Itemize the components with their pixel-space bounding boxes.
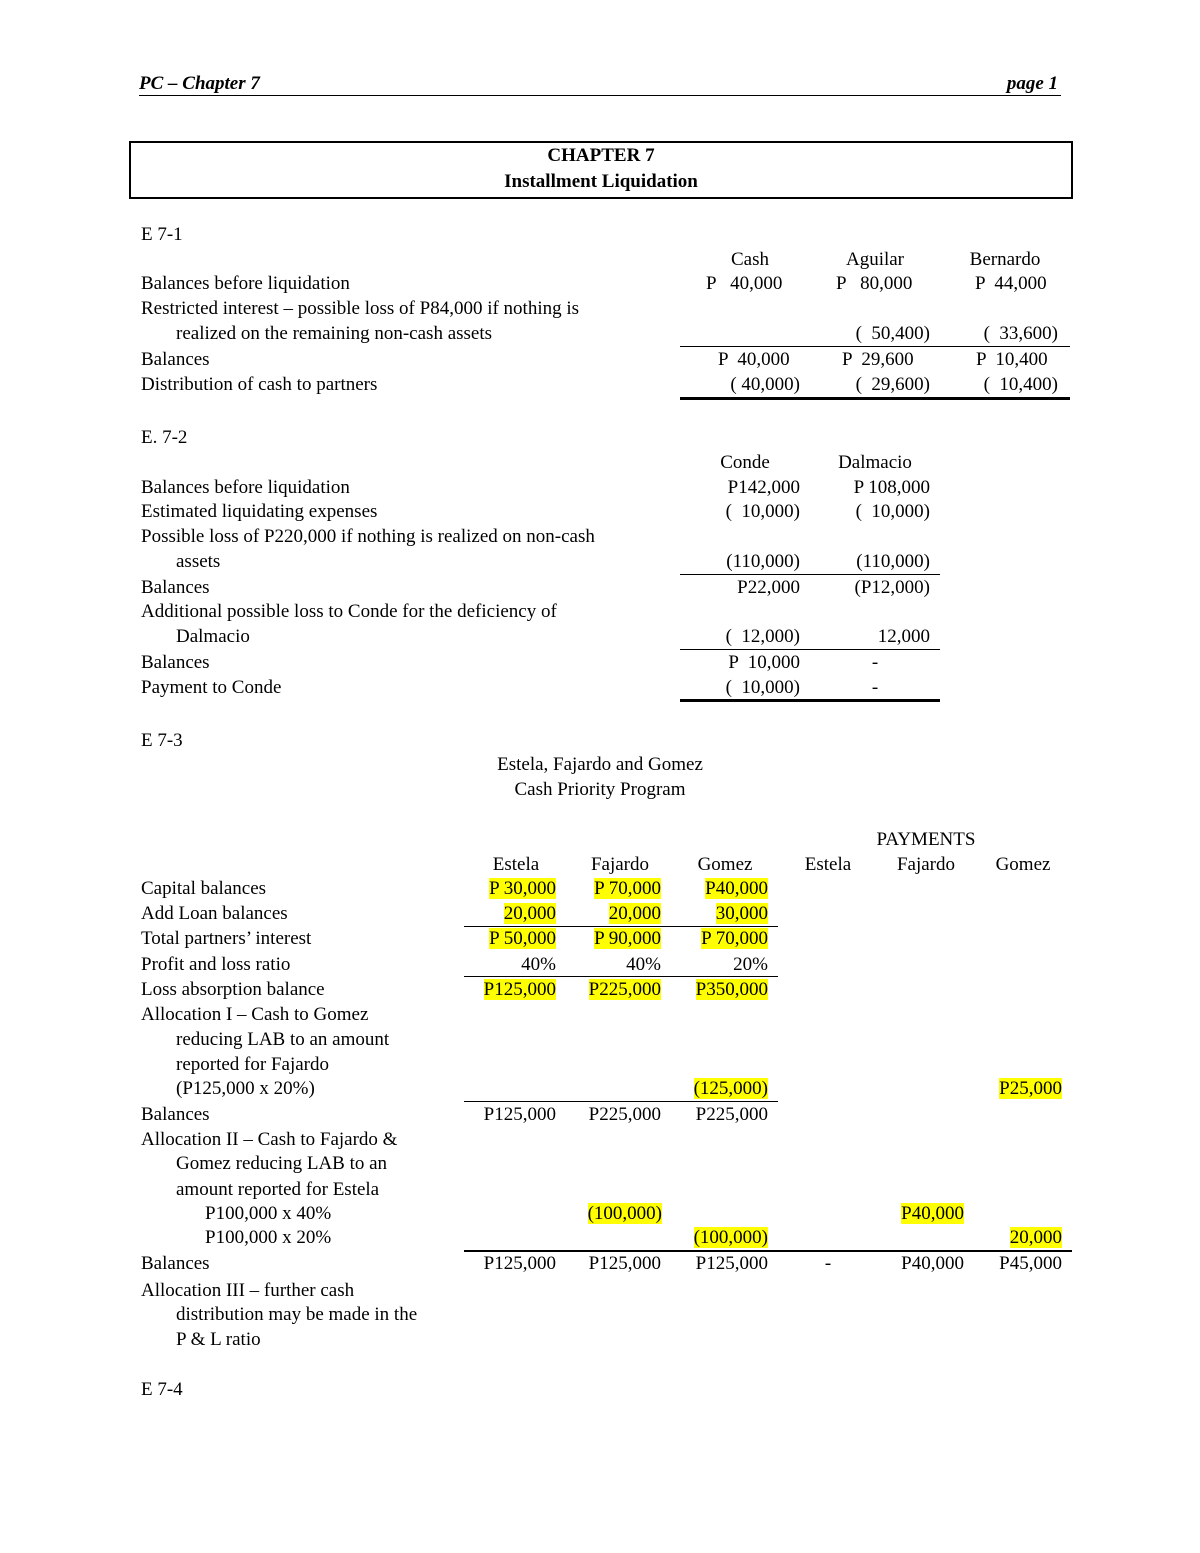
e73-row-label: Allocation II – Cash to Fajardo & xyxy=(141,1129,398,1150)
e72-cell: P 10,000 xyxy=(728,652,800,673)
e73-row-label: Gomez reducing LAB to an xyxy=(176,1153,388,1174)
e72-col-dalmacio: Dalmacio xyxy=(838,452,912,473)
chapter-number: CHAPTER 7 xyxy=(547,145,655,166)
e73-cell-highlighted: P 70,000 xyxy=(701,928,768,949)
e71-col-bernardo: Bernardo xyxy=(969,249,1041,270)
e73-cell: P225,000 xyxy=(695,1104,768,1125)
e72-cell: ( 10,000) xyxy=(855,501,930,522)
e72-subtotal-rule xyxy=(680,574,940,575)
e73-cell-highlighted: P350,000 xyxy=(695,979,768,1000)
e71-col-aguilar: Aguilar xyxy=(845,249,905,270)
e73-cell: P45,000 xyxy=(999,1253,1062,1274)
e71-cell: ( 33,600) xyxy=(983,323,1058,344)
e72-row-label: Estimated liquidating expenses xyxy=(141,501,378,522)
e71-row-label: Balances before liquidation xyxy=(141,273,350,294)
e73-cell: P40,000 xyxy=(901,1253,964,1274)
e72-row-label: Additional possible loss to Conde for the deficiency of xyxy=(141,601,557,622)
e71-row-label: Distribution of cash to partners xyxy=(141,374,378,395)
e72-row-label: Balances xyxy=(141,652,210,673)
e73-cell: P125,000 xyxy=(695,1253,768,1274)
e71-cell: P 80,000 xyxy=(836,273,913,294)
e72-cell: ( 10,000) xyxy=(725,501,800,522)
e73-col-pay-estela: Estela xyxy=(804,854,852,875)
e73-cell-highlighted: P125,000 xyxy=(483,979,556,1000)
e73-row-label: P100,000 x 20% xyxy=(205,1227,332,1248)
e73-row-label: P & L ratio xyxy=(176,1329,261,1350)
e73-cell-highlighted: P 70,000 xyxy=(594,878,661,899)
e73-col-estela: Estela xyxy=(492,854,540,875)
e73-row-label: Allocation I – Cash to Gomez xyxy=(141,1004,369,1025)
e73-cell-highlighted: 20,000 xyxy=(608,903,661,924)
e71-cell: P 44,000 xyxy=(975,273,1047,294)
e73-subtotal-rule xyxy=(464,1101,778,1102)
header-rule xyxy=(139,95,1061,96)
e72-cell: (110,000) xyxy=(856,551,930,572)
e71-subtotal-rule xyxy=(680,346,1070,347)
e73-cell-highlighted: P40,000 xyxy=(705,878,768,899)
e72-cell: - xyxy=(871,652,879,673)
e73-col-pay-fajardo: Fajardo xyxy=(896,854,956,875)
e71-label: E 7-1 xyxy=(141,224,183,245)
e72-cell: P 108,000 xyxy=(853,477,930,498)
e73-col-gomez: Gomez xyxy=(697,854,753,875)
e72-row-label: assets xyxy=(176,551,221,572)
e73-program: Cash Priority Program xyxy=(514,779,686,800)
e71-row-label: Restricted interest – possible loss of P84,000 if nothing is xyxy=(141,298,580,319)
e73-cell: - xyxy=(824,1253,832,1274)
e73-row-label: (P125,000 x 20%) xyxy=(176,1078,315,1099)
e73-cell: 20% xyxy=(733,954,768,975)
e72-cell: P142,000 xyxy=(727,477,800,498)
e73-company: Estela, Fajardo and Gomez xyxy=(497,754,703,775)
e72-cell: 12,000 xyxy=(877,626,930,647)
e73-cell-highlighted: (125,000) xyxy=(693,1078,768,1099)
e71-col-cash: Cash xyxy=(731,249,769,270)
e73-col-fajardo: Fajardo xyxy=(590,854,650,875)
e71-cell: ( 50,400) xyxy=(855,323,930,344)
e73-row-label: Capital balances xyxy=(141,878,267,899)
e71-cell: P 10,400 xyxy=(976,349,1048,370)
e72-subtotal-rule xyxy=(680,649,940,650)
e74-label: E 7-4 xyxy=(141,1379,183,1400)
e73-subtotal-rule xyxy=(464,976,778,977)
e73-cell-highlighted: P225,000 xyxy=(588,979,661,1000)
e73-row-label: Total partners’ interest xyxy=(141,928,312,949)
e71-cell: ( 10,400) xyxy=(983,374,1058,395)
e71-row-label: realized on the remaining non-cash assets xyxy=(176,323,493,344)
e72-cell: (110,000) xyxy=(726,551,800,572)
e73-row-label: Balances xyxy=(141,1104,210,1125)
e72-row-label: Balances xyxy=(141,577,210,598)
e73-cell: P225,000 xyxy=(588,1104,661,1125)
e73-row-label: Profit and loss ratio xyxy=(141,954,291,975)
e71-total-rule xyxy=(680,397,1070,400)
e71-cell: ( 40,000) xyxy=(730,374,800,395)
e73-cell-highlighted: (100,000) xyxy=(693,1227,768,1248)
e72-cell: - xyxy=(871,677,879,698)
chapter-title-box xyxy=(129,141,1073,199)
e71-cell: ( 29,600) xyxy=(855,374,930,395)
e73-cell-highlighted: (100,000) xyxy=(587,1203,662,1224)
e73-row-label: Allocation III – further cash xyxy=(141,1280,355,1301)
e71-cell: P 40,000 xyxy=(706,273,783,294)
e73-cell: 40% xyxy=(626,954,661,975)
header-left: PC – Chapter 7 xyxy=(139,73,260,94)
e73-cell-highlighted: P40,000 xyxy=(901,1203,964,1224)
e72-cell: P22,000 xyxy=(737,577,800,598)
e73-cell-highlighted: 20,000 xyxy=(1009,1227,1062,1248)
e73-cell-highlighted: 30,000 xyxy=(715,903,768,924)
e73-cell-highlighted: P 50,000 xyxy=(489,928,556,949)
e73-cell-highlighted: P25,000 xyxy=(999,1078,1062,1099)
e73-label: E 7-3 xyxy=(141,730,183,751)
e73-row-label: Loss absorption balance xyxy=(141,979,325,1000)
e72-col-conde: Conde xyxy=(720,452,770,473)
e72-row-label: Possible loss of P220,000 if nothing is realized on non-cash xyxy=(141,526,595,547)
header-right: page 1 xyxy=(1006,73,1058,94)
e73-row-label: reducing LAB to an amount xyxy=(176,1029,390,1050)
e73-row-label: P100,000 x 40% xyxy=(205,1203,332,1224)
chapter-subtitle: Installment Liquidation xyxy=(504,171,698,192)
e72-row-label: Payment to Conde xyxy=(141,677,282,698)
e73-row-label: reported for Fajardo xyxy=(176,1054,329,1075)
e73-cell: P125,000 xyxy=(483,1253,556,1274)
e72-row-label: Dalmacio xyxy=(176,626,250,647)
e73-row-label: distribution may be made in the xyxy=(176,1304,418,1325)
e72-label: E. 7-2 xyxy=(141,427,188,448)
e73-col-pay-gomez: Gomez xyxy=(995,854,1051,875)
e72-cell: ( 12,000) xyxy=(725,626,800,647)
e72-cell: (P12,000) xyxy=(854,577,930,598)
e72-total-rule xyxy=(680,699,940,702)
e73-row-label: Balances xyxy=(141,1253,210,1274)
e71-cell: P 29,600 xyxy=(842,349,914,370)
e71-row-label: Balances xyxy=(141,349,210,370)
e72-cell: ( 10,000) xyxy=(725,677,800,698)
e71-cell: P 40,000 xyxy=(718,349,790,370)
e73-cell-highlighted: P 30,000 xyxy=(489,878,556,899)
e73-cell-highlighted: P 90,000 xyxy=(594,928,661,949)
e73-cell-highlighted: 20,000 xyxy=(503,903,556,924)
e73-row-label: Add Loan balances xyxy=(141,903,288,924)
e73-row-label: amount reported for Estela xyxy=(176,1179,380,1200)
e72-row-label: Balances before liquidation xyxy=(141,477,350,498)
e73-cell: P125,000 xyxy=(588,1253,661,1274)
e73-cell: P125,000 xyxy=(483,1104,556,1125)
e73-payments-heading: PAYMENTS xyxy=(876,829,976,850)
e73-cell: 40% xyxy=(521,954,556,975)
